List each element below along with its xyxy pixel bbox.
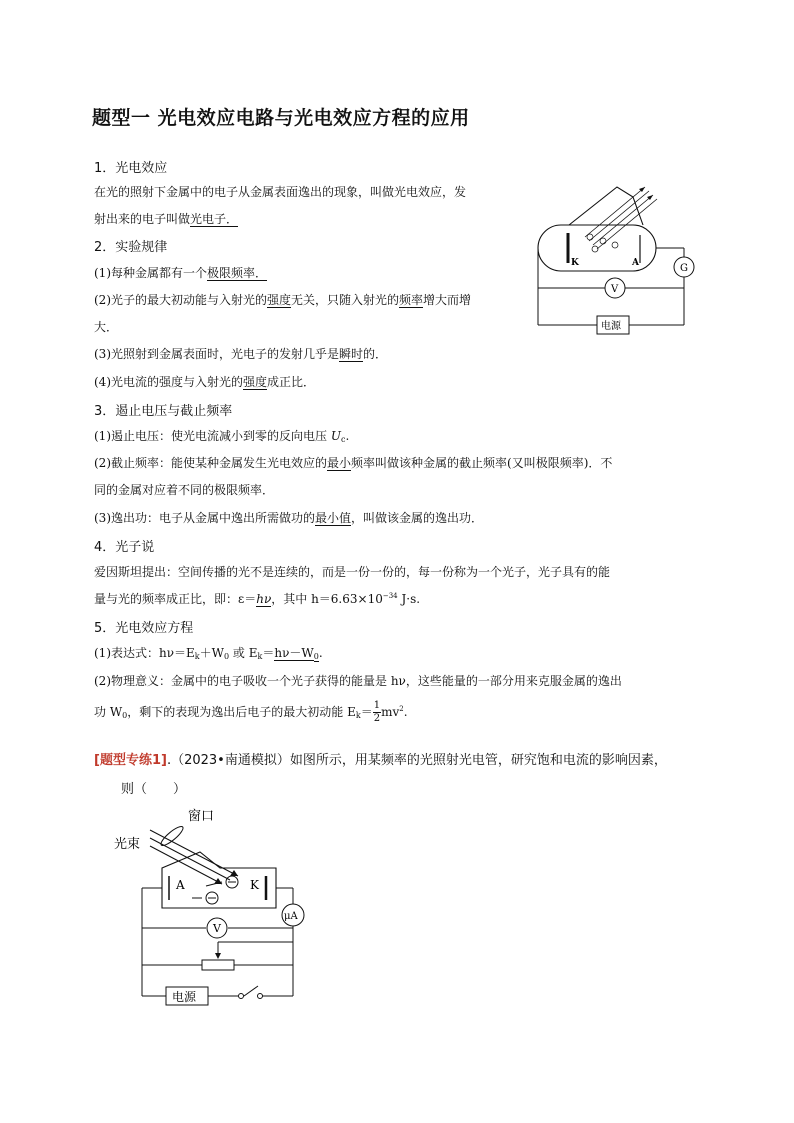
s3-item3: (3)逸出功：电子从金属中逸出所需做功的最小值，叫做该金属的逸出功． bbox=[94, 511, 484, 525]
one-half-fraction: $\frac{1}{2}$ bbox=[373, 700, 381, 724]
s3-item2-cont: 同的金属对应着不同的极限频率． bbox=[94, 483, 275, 497]
heading-experiment-rules: 2．实验规律 bbox=[94, 240, 168, 255]
circuit-wires bbox=[142, 888, 293, 996]
switch-pivot bbox=[239, 994, 244, 999]
voltmeter-label: V bbox=[213, 922, 221, 935]
heading-photon-theory: 4．光子说 bbox=[94, 540, 155, 555]
s2-item1: (1)每种金属都有一个极限频率． bbox=[94, 266, 268, 280]
heading-stopping-voltage: 3．遏止电压与截止频率 bbox=[94, 404, 233, 419]
phototube-circuit-diagram bbox=[525, 175, 705, 335]
s5-item2-cont: 功 $W_0$，剩下的表现为逸出后电子的最大初动能 $E_k=$ $\frac{1}{2}$ $mv^2$. bbox=[94, 700, 408, 724]
rheostat bbox=[202, 960, 234, 970]
beam-label: 光束 bbox=[114, 837, 141, 852]
practice-question: [题型专练1].（2023•南通模拟）如图所示，用某频率的光照射光电管，研究饱和电流的影响因素， bbox=[94, 753, 667, 768]
heading-photoelectric-equation: 5．光电效应方程 bbox=[94, 621, 194, 636]
window-label: 窗口 bbox=[188, 809, 215, 824]
voltmeter-label: V bbox=[611, 284, 619, 295]
s4-line2: 量与光的频率成正比，即：ε＝hν，其中 $h=6.63\times 10^{-34}$ J·s. bbox=[94, 592, 421, 606]
s3-item2: (2)截止频率：能使某种金属发生光电效应的最小频率叫做该种金属的截止频率(又叫极限频率)．不 bbox=[94, 456, 613, 470]
heading-photoelectric-effect: 1．光电效应 bbox=[94, 161, 168, 176]
s1-line2: 射出来的电子叫做光电子． bbox=[94, 212, 239, 226]
microammeter-label: μA bbox=[284, 911, 298, 922]
cathode-label: K bbox=[250, 878, 259, 892]
beam-rays bbox=[150, 830, 238, 884]
s2-item2-cont: 大． bbox=[94, 320, 119, 334]
s5-item2: (2)物理意义：金属中的电子吸收一个光子获得的能量是 hν，这些能量的一部分用来克服金属的逸出 bbox=[94, 674, 622, 688]
s2-item3: (3)光照射到金属表面时，光电子的发射几乎是瞬时的． bbox=[94, 347, 388, 361]
electrons bbox=[206, 876, 238, 904]
section-title: 题型一 光电效应电路与光电效应方程的应用 bbox=[92, 107, 470, 129]
switch-contact bbox=[258, 994, 263, 999]
s1-line1: 在光的照射下金属中的电子从金属表面逸出的现象，叫做光电效应，发 bbox=[94, 185, 467, 199]
s5-item1: (1)表达式：$h\nu=E_k+W_0$ 或 $E_k=h\nu-W_0$. bbox=[94, 646, 323, 661]
s3-item1: (1)遏止电压：使光电流减小到零的反向电压 $U_c$. bbox=[94, 429, 350, 444]
light-rays bbox=[585, 187, 657, 249]
practice-question-cont: 则（ ） bbox=[121, 782, 187, 797]
rheostat-slider bbox=[215, 953, 221, 959]
s2-item2: (2)光子的最大初动能与入射光的强度无关，只随入射光的频率增大而增 bbox=[94, 293, 472, 307]
power-source-label: 电源 bbox=[172, 990, 197, 1004]
practice-circuit-diagram bbox=[110, 800, 320, 1010]
practice-tag: [题型专练1] bbox=[94, 753, 167, 768]
anode-label: A bbox=[632, 258, 639, 268]
power-source-label: 电源 bbox=[601, 321, 621, 332]
anode-label: A bbox=[176, 878, 185, 892]
s2-item4: (4)光电流的强度与入射光的强度成正比． bbox=[94, 375, 316, 389]
s4-line1: 爱因斯坦提出：空间传播的光不是连续的，而是一份一份的，每一份称为一个光子，光子具有的能 bbox=[94, 565, 611, 579]
galvanometer-label: G bbox=[680, 263, 688, 274]
cathode-label: K bbox=[571, 258, 579, 268]
